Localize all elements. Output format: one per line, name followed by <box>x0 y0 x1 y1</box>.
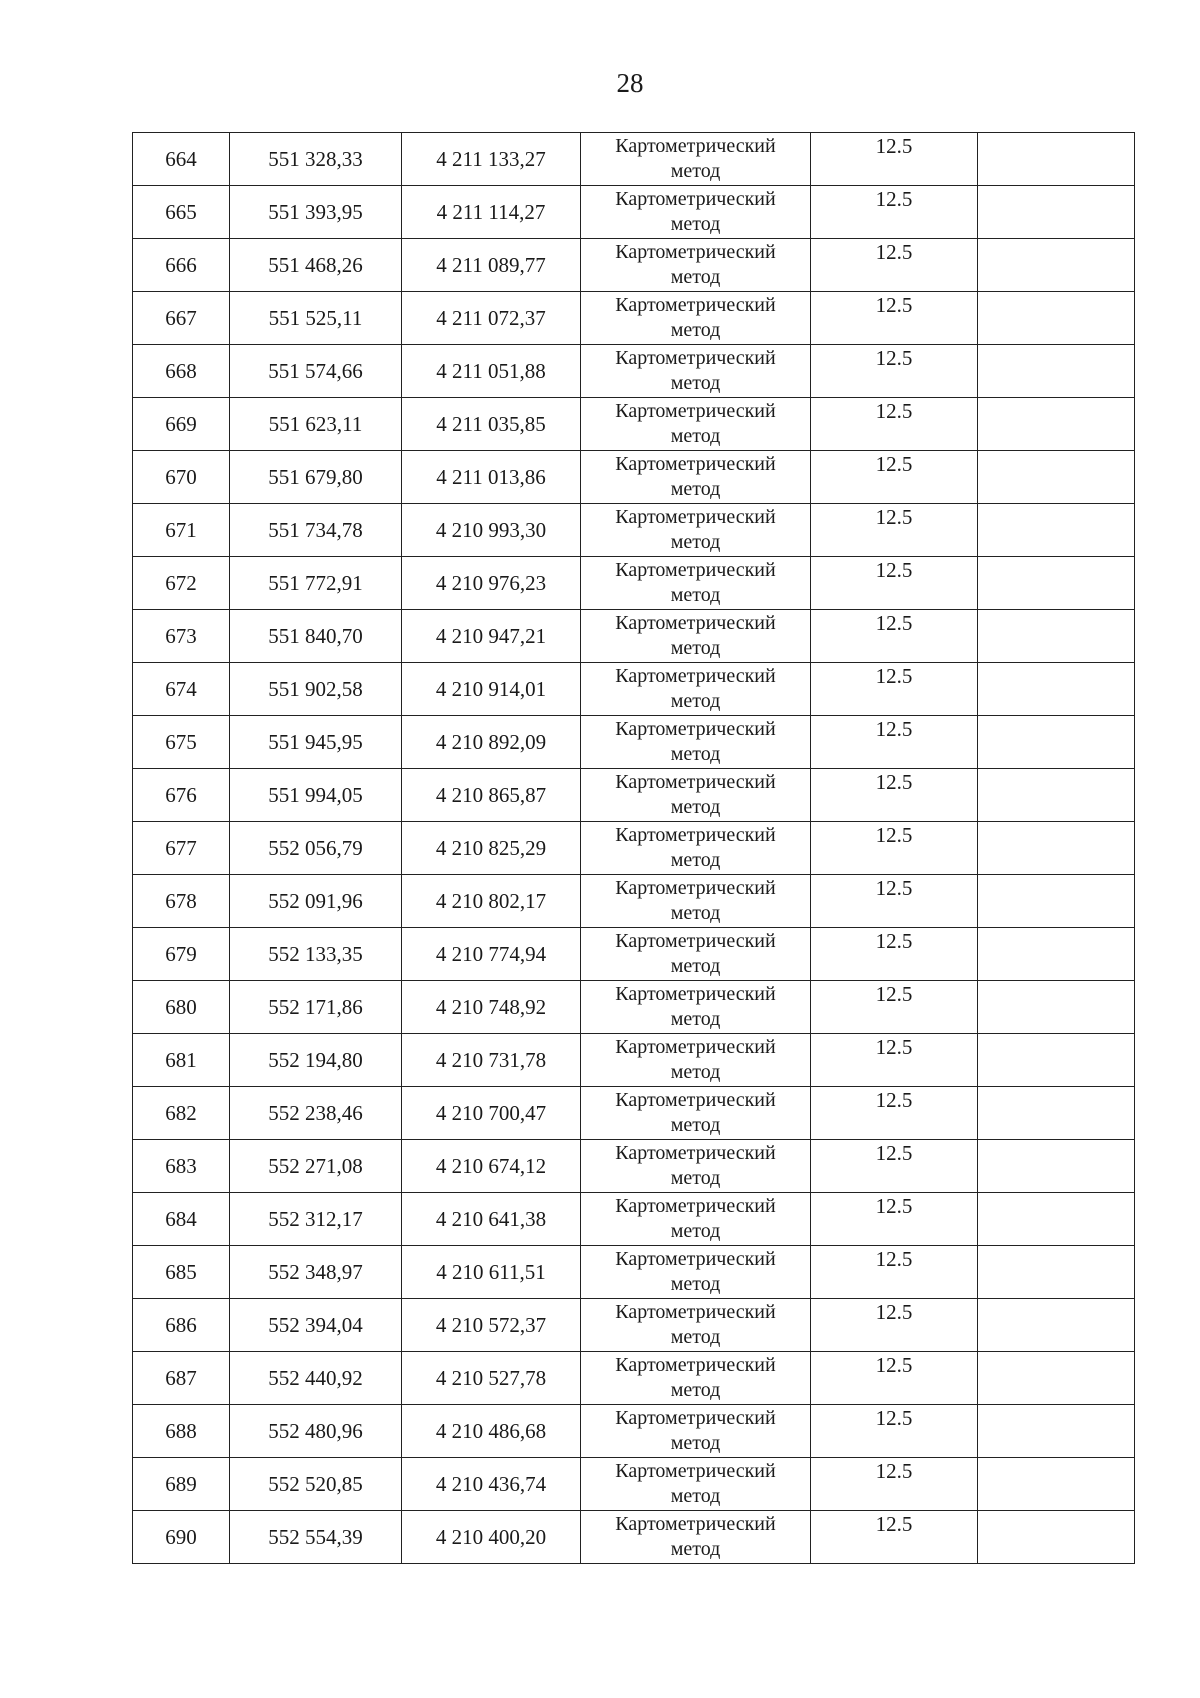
y-coordinate-cell: 4 211 072,37 <box>402 292 581 345</box>
table-row <box>133 1458 1135 1511</box>
method-line: Картометрический <box>615 1460 776 1482</box>
method-line: Картометрический <box>615 1407 776 1429</box>
x-coordinate-cell: 552 271,08 <box>230 1140 402 1193</box>
method-cell <box>581 822 811 875</box>
accuracy-cell: 12.5 <box>811 239 978 292</box>
method-line: метод <box>670 690 721 712</box>
x-coordinate-cell: 552 194,80 <box>230 1034 402 1087</box>
method-line: метод <box>670 1326 721 1348</box>
x-coordinate-cell: 551 734,78 <box>230 504 402 557</box>
x-coordinate-cell: 551 945,95 <box>230 716 402 769</box>
x-coordinate-cell: 551 772,91 <box>230 557 402 610</box>
point-number-cell: 674 <box>133 663 230 716</box>
y-coordinate-cell: 4 210 748,92 <box>402 981 581 1034</box>
method-cell <box>581 133 811 186</box>
table-row <box>133 451 1135 504</box>
y-coordinate-cell: 4 210 400,20 <box>402 1511 581 1564</box>
table-row <box>133 345 1135 398</box>
point-number-cell: 672 <box>133 557 230 610</box>
table-row <box>133 186 1135 239</box>
method-line: Картометрический <box>615 241 776 263</box>
table-row <box>133 1087 1135 1140</box>
method-cell <box>581 504 811 557</box>
method-cell <box>581 928 811 981</box>
x-coordinate-cell: 552 394,04 <box>230 1299 402 1352</box>
method-line: Картометрический <box>615 1195 776 1217</box>
table-row <box>133 239 1135 292</box>
point-number-cell: 688 <box>133 1405 230 1458</box>
method-line: метод <box>670 955 721 977</box>
accuracy-cell: 12.5 <box>811 610 978 663</box>
y-coordinate-cell: 4 210 825,29 <box>402 822 581 875</box>
method-line: метод <box>670 1485 721 1507</box>
y-coordinate-cell: 4 210 976,23 <box>402 557 581 610</box>
accuracy-cell: 12.5 <box>811 822 978 875</box>
y-coordinate-cell: 4 210 527,78 <box>402 1352 581 1405</box>
method-line: метод <box>670 1432 721 1454</box>
method-line: метод <box>670 743 721 765</box>
method-line: метод <box>670 796 721 818</box>
accuracy-cell: 12.5 <box>811 1246 978 1299</box>
note-cell <box>978 1193 1135 1246</box>
table-row <box>133 557 1135 610</box>
y-coordinate-cell: 4 210 731,78 <box>402 1034 581 1087</box>
method-line: Картометрический <box>615 983 776 1005</box>
point-number-cell: 690 <box>133 1511 230 1564</box>
method-line: метод <box>670 1538 721 1560</box>
method-cell <box>581 875 811 928</box>
accuracy-cell: 12.5 <box>811 186 978 239</box>
note-cell <box>978 398 1135 451</box>
x-coordinate-cell: 551 328,33 <box>230 133 402 186</box>
method-line: метод <box>670 1061 721 1083</box>
method-line: Картометрический <box>615 1301 776 1323</box>
point-number-cell: 670 <box>133 451 230 504</box>
method-line: Картометрический <box>615 1513 776 1535</box>
method-line: метод <box>670 160 721 182</box>
note-cell <box>978 557 1135 610</box>
point-number-cell: 673 <box>133 610 230 663</box>
method-line: Картометрический <box>615 1248 776 1270</box>
y-coordinate-cell: 4 211 114,27 <box>402 186 581 239</box>
x-coordinate-cell: 552 440,92 <box>230 1352 402 1405</box>
table-row <box>133 1140 1135 1193</box>
note-cell <box>978 345 1135 398</box>
note-cell <box>978 1511 1135 1564</box>
point-number-cell: 664 <box>133 133 230 186</box>
coordinates-table <box>132 132 1135 1564</box>
y-coordinate-cell: 4 210 865,87 <box>402 769 581 822</box>
note-cell <box>978 1405 1135 1458</box>
y-coordinate-cell: 4 211 035,85 <box>402 398 581 451</box>
note-cell <box>978 981 1135 1034</box>
y-coordinate-cell: 4 211 051,88 <box>402 345 581 398</box>
method-line: метод <box>670 425 721 447</box>
accuracy-cell: 12.5 <box>811 663 978 716</box>
method-cell <box>581 239 811 292</box>
method-line: Картометрический <box>615 1142 776 1164</box>
note-cell <box>978 292 1135 345</box>
accuracy-cell: 12.5 <box>811 451 978 504</box>
method-cell <box>581 451 811 504</box>
accuracy-cell: 12.5 <box>811 504 978 557</box>
accuracy-cell: 12.5 <box>811 1034 978 1087</box>
table-row <box>133 292 1135 345</box>
y-coordinate-cell: 4 211 133,27 <box>402 133 581 186</box>
method-cell <box>581 398 811 451</box>
method-cell <box>581 1246 811 1299</box>
method-line: метод <box>670 1167 721 1189</box>
y-coordinate-cell: 4 210 674,12 <box>402 1140 581 1193</box>
table-row <box>133 875 1135 928</box>
note-cell <box>978 875 1135 928</box>
table-row <box>133 1511 1135 1564</box>
note-cell <box>978 716 1135 769</box>
method-line: метод <box>670 266 721 288</box>
method-line: метод <box>670 1220 721 1242</box>
note-cell <box>978 239 1135 292</box>
note-cell <box>978 1087 1135 1140</box>
method-line: метод <box>670 531 721 553</box>
method-line: Картометрический <box>615 718 776 740</box>
table-row <box>133 133 1135 186</box>
y-coordinate-cell: 4 210 802,17 <box>402 875 581 928</box>
method-line: Картометрический <box>615 612 776 634</box>
method-line: метод <box>670 478 721 500</box>
method-line: метод <box>670 1273 721 1295</box>
x-coordinate-cell: 552 056,79 <box>230 822 402 875</box>
point-number-cell: 665 <box>133 186 230 239</box>
note-cell <box>978 610 1135 663</box>
note-cell <box>978 822 1135 875</box>
accuracy-cell: 12.5 <box>811 345 978 398</box>
point-number-cell: 689 <box>133 1458 230 1511</box>
y-coordinate-cell: 4 210 572,37 <box>402 1299 581 1352</box>
x-coordinate-cell: 552 238,46 <box>230 1087 402 1140</box>
note-cell <box>978 928 1135 981</box>
x-coordinate-cell: 551 902,58 <box>230 663 402 716</box>
accuracy-cell: 12.5 <box>811 292 978 345</box>
method-line: Картометрический <box>615 135 776 157</box>
table-row <box>133 1246 1135 1299</box>
y-coordinate-cell: 4 210 611,51 <box>402 1246 581 1299</box>
x-coordinate-cell: 551 623,11 <box>230 398 402 451</box>
accuracy-cell: 12.5 <box>811 1087 978 1140</box>
note-cell <box>978 133 1135 186</box>
accuracy-cell: 12.5 <box>811 716 978 769</box>
point-number-cell: 678 <box>133 875 230 928</box>
x-coordinate-cell: 552 480,96 <box>230 1405 402 1458</box>
method-line: метод <box>670 372 721 394</box>
accuracy-cell: 12.5 <box>811 981 978 1034</box>
method-line: метод <box>670 849 721 871</box>
method-line: Картометрический <box>615 665 776 687</box>
accuracy-cell: 12.5 <box>811 1458 978 1511</box>
method-line: Картометрический <box>615 188 776 210</box>
y-coordinate-cell: 4 211 089,77 <box>402 239 581 292</box>
page-number: 28 <box>616 68 644 98</box>
table-row <box>133 663 1135 716</box>
accuracy-cell: 12.5 <box>811 1511 978 1564</box>
table-row <box>133 610 1135 663</box>
note-cell <box>978 504 1135 557</box>
method-line: Картометрический <box>615 1354 776 1376</box>
x-coordinate-cell: 551 994,05 <box>230 769 402 822</box>
x-coordinate-cell: 552 171,86 <box>230 981 402 1034</box>
y-coordinate-cell: 4 211 013,86 <box>402 451 581 504</box>
method-cell <box>581 345 811 398</box>
method-cell <box>581 1034 811 1087</box>
accuracy-cell: 12.5 <box>811 1193 978 1246</box>
method-line: метод <box>670 319 721 341</box>
table-row <box>133 928 1135 981</box>
table-row <box>133 1034 1135 1087</box>
point-number-cell: 686 <box>133 1299 230 1352</box>
point-number-cell: 683 <box>133 1140 230 1193</box>
x-coordinate-cell: 551 468,26 <box>230 239 402 292</box>
method-line: Картометрический <box>615 771 776 793</box>
x-coordinate-cell: 552 091,96 <box>230 875 402 928</box>
method-cell <box>581 1405 811 1458</box>
x-coordinate-cell: 552 348,97 <box>230 1246 402 1299</box>
method-cell <box>581 1458 811 1511</box>
point-number-cell: 676 <box>133 769 230 822</box>
table-row <box>133 1299 1135 1352</box>
table-row <box>133 1193 1135 1246</box>
y-coordinate-cell: 4 210 947,21 <box>402 610 581 663</box>
table-row <box>133 822 1135 875</box>
method-line: Картометрический <box>615 559 776 581</box>
method-line: метод <box>670 1008 721 1030</box>
accuracy-cell: 12.5 <box>811 875 978 928</box>
method-line: Картометрический <box>615 824 776 846</box>
y-coordinate-cell: 4 210 436,74 <box>402 1458 581 1511</box>
accuracy-cell: 12.5 <box>811 769 978 822</box>
method-cell <box>581 1193 811 1246</box>
x-coordinate-cell: 552 312,17 <box>230 1193 402 1246</box>
note-cell <box>978 663 1135 716</box>
accuracy-cell: 12.5 <box>811 557 978 610</box>
accuracy-cell: 12.5 <box>811 398 978 451</box>
x-coordinate-cell: 551 525,11 <box>230 292 402 345</box>
y-coordinate-cell: 4 210 914,01 <box>402 663 581 716</box>
table-row <box>133 769 1135 822</box>
method-line: Картометрический <box>615 453 776 475</box>
table-row <box>133 1352 1135 1405</box>
point-number-cell: 677 <box>133 822 230 875</box>
point-number-cell: 666 <box>133 239 230 292</box>
table-row <box>133 981 1135 1034</box>
y-coordinate-cell: 4 210 993,30 <box>402 504 581 557</box>
point-number-cell: 684 <box>133 1193 230 1246</box>
point-number-cell: 682 <box>133 1087 230 1140</box>
coordinates-table-body <box>133 133 1135 1564</box>
point-number-cell: 679 <box>133 928 230 981</box>
method-cell <box>581 1087 811 1140</box>
point-number-cell: 669 <box>133 398 230 451</box>
method-line: метод <box>670 213 721 235</box>
table-row <box>133 716 1135 769</box>
method-cell <box>581 663 811 716</box>
method-line: Картометрический <box>615 1036 776 1058</box>
note-cell <box>978 1458 1135 1511</box>
y-coordinate-cell: 4 210 774,94 <box>402 928 581 981</box>
method-line: Картометрический <box>615 347 776 369</box>
method-line: Картометрический <box>615 294 776 316</box>
method-cell <box>581 1352 811 1405</box>
method-cell <box>581 981 811 1034</box>
method-cell <box>581 716 811 769</box>
x-coordinate-cell: 551 574,66 <box>230 345 402 398</box>
method-line: метод <box>670 637 721 659</box>
point-number-cell: 685 <box>133 1246 230 1299</box>
y-coordinate-cell: 4 210 700,47 <box>402 1087 581 1140</box>
x-coordinate-cell: 551 840,70 <box>230 610 402 663</box>
x-coordinate-cell: 552 520,85 <box>230 1458 402 1511</box>
note-cell <box>978 1352 1135 1405</box>
note-cell <box>978 769 1135 822</box>
table-row <box>133 1405 1135 1458</box>
method-line: Картометрический <box>615 877 776 899</box>
note-cell <box>978 1246 1135 1299</box>
y-coordinate-cell: 4 210 486,68 <box>402 1405 581 1458</box>
method-cell <box>581 292 811 345</box>
method-line: Картометрический <box>615 400 776 422</box>
method-line: метод <box>670 1379 721 1401</box>
point-number-cell: 671 <box>133 504 230 557</box>
method-cell <box>581 186 811 239</box>
y-coordinate-cell: 4 210 892,09 <box>402 716 581 769</box>
x-coordinate-cell: 551 393,95 <box>230 186 402 239</box>
method-line: Картометрический <box>615 930 776 952</box>
accuracy-cell: 12.5 <box>811 1140 978 1193</box>
y-coordinate-cell: 4 210 641,38 <box>402 1193 581 1246</box>
method-cell <box>581 610 811 663</box>
note-cell <box>978 451 1135 504</box>
x-coordinate-cell: 551 679,80 <box>230 451 402 504</box>
accuracy-cell: 12.5 <box>811 133 978 186</box>
table-row <box>133 504 1135 557</box>
point-number-cell: 681 <box>133 1034 230 1087</box>
method-line: Картометрический <box>615 506 776 528</box>
method-cell <box>581 1140 811 1193</box>
note-cell <box>978 1140 1135 1193</box>
method-cell <box>581 1511 811 1564</box>
table-row <box>133 398 1135 451</box>
method-cell <box>581 1299 811 1352</box>
accuracy-cell: 12.5 <box>811 928 978 981</box>
method-line: Картометрический <box>615 1089 776 1111</box>
method-cell <box>581 769 811 822</box>
x-coordinate-cell: 552 554,39 <box>230 1511 402 1564</box>
note-cell <box>978 1299 1135 1352</box>
accuracy-cell: 12.5 <box>811 1405 978 1458</box>
point-number-cell: 668 <box>133 345 230 398</box>
point-number-cell: 680 <box>133 981 230 1034</box>
point-number-cell: 667 <box>133 292 230 345</box>
method-line: метод <box>670 902 721 924</box>
x-coordinate-cell: 552 133,35 <box>230 928 402 981</box>
note-cell <box>978 1034 1135 1087</box>
method-cell <box>581 557 811 610</box>
method-line: метод <box>670 1114 721 1136</box>
method-line: метод <box>670 584 721 606</box>
accuracy-cell: 12.5 <box>811 1352 978 1405</box>
accuracy-cell: 12.5 <box>811 1299 978 1352</box>
point-number-cell: 687 <box>133 1352 230 1405</box>
point-number-cell: 675 <box>133 716 230 769</box>
note-cell <box>978 186 1135 239</box>
